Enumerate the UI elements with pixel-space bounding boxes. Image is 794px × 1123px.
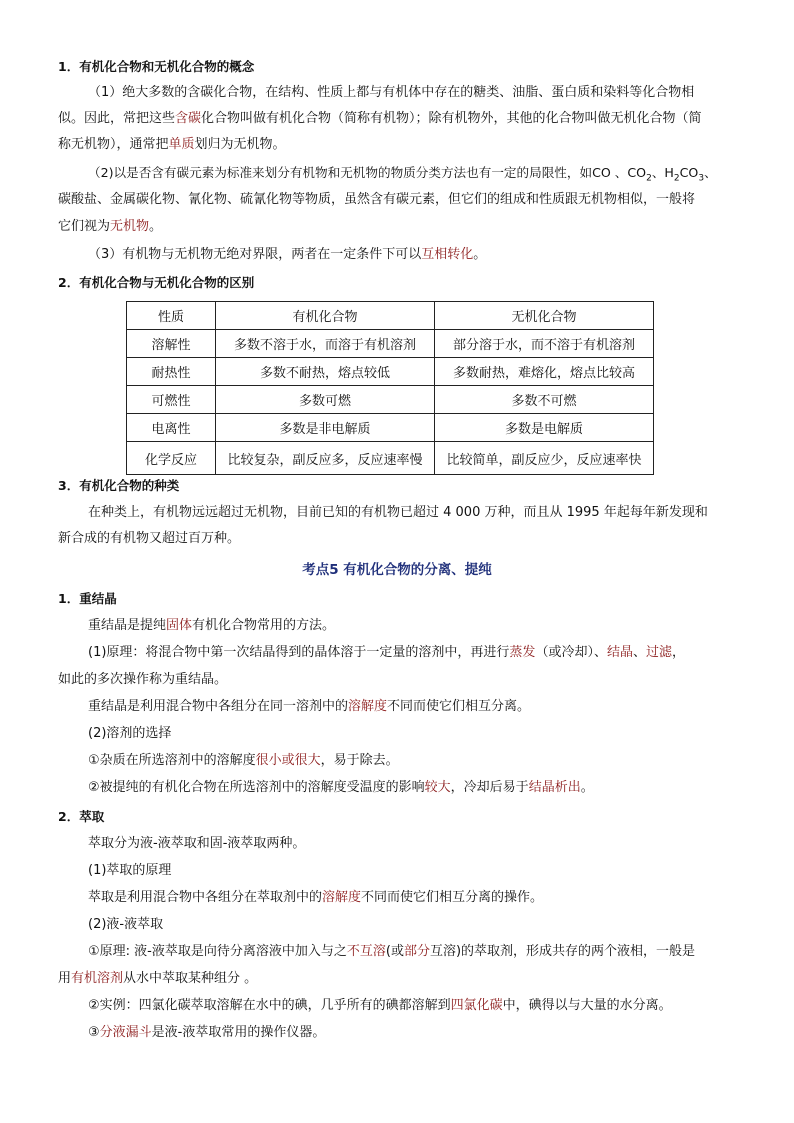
recryst-line7 [88,779,594,797]
highlight-term: 溶解度 [322,890,362,905]
kaodian-title: 考点5 有机化合物的分离、提纯 [302,562,492,578]
extract-line4 [88,916,163,934]
table-row [127,358,654,386]
text: 、 [704,165,717,180]
text: ②实例：四氯化碳萃取溶解在水中的碘，几乎所有的碘都溶解到 [88,998,451,1013]
s1-p1-line1 [88,84,694,102]
text: 它们视为 [58,219,111,234]
text: ， [672,645,686,660]
text: 。 [473,247,487,262]
text: 划归为无机物。 [194,137,286,152]
highlight-term: 有机溶剂 [71,971,124,986]
section2-heading: 2．有机化合物与无机化合物的区别 [58,275,255,290]
extract-line6 [58,970,257,988]
highlight-term: 溶解度 [348,699,388,714]
text: (2)液-液萃取 [88,917,164,932]
s1-p1-line3 [58,136,286,154]
text: 在种类上，有机物远远超过无机物，目前已知的有机物已超过 4 000 万种，而且从 1995 年起每年新发现和 [88,505,708,520]
text: 碳酸盐、金属碳化物、氰化物、硫氰化物等物质，虽然含有碳元素，但它们的组成和性质跟无机物相似，一般将 [58,192,696,207]
text: 中，碘得以与大量的水分离。 [502,998,672,1013]
table-cell: 可燃性 [127,386,216,414]
table-cell: 多数是非电解质 [216,414,435,442]
section3-heading: 3．有机化合物的种类 [58,478,180,493]
text: CO [679,165,699,180]
table-cell: 多数不可燃 [435,386,654,414]
s1-p1-line2 [58,110,702,128]
table-header-cell: 无机化合物 [435,302,654,330]
highlight-term: 结晶 [606,645,633,660]
highlight-term: 部分 [403,944,430,959]
table-row [127,442,654,475]
table-cell: 比较简单，副反应少，反应速率快 [435,442,654,475]
text: 重结晶是提纯 [88,618,167,633]
subscript: 2 [646,173,652,184]
s1-p3-line1 [88,246,486,264]
subscript: 2 [673,173,680,184]
text: 、 [632,645,646,660]
comparison-table [126,301,654,475]
table-row [127,386,654,414]
text: 化合物叫做有机化合物（简称有机物）；除有机物外，其他的化合物叫做无机化合物（简 [201,111,702,126]
text: 有机化合物常用的方法。 [192,618,336,633]
extract-line8 [88,1024,325,1042]
recryst-heading: 1．重结晶 [58,591,117,606]
extract-line2 [88,862,171,880]
table-row [127,330,654,358]
text: ①杂质在所选溶剂中的溶解度 [88,753,256,768]
highlight-term: 含碳 [175,111,202,126]
text: 。 [580,780,594,795]
highlight-term: 互相转化 [421,247,474,262]
text: 互溶)的萃取剂，形成共存的两个液相，一般是 [429,944,696,959]
recryst-line5 [88,725,171,743]
highlight-term: 蒸发 [509,645,536,660]
text: (1)原理：将混合物中第一次结晶得到的晶体溶于一定量的溶剂中，再进行 [88,645,510,660]
s1-p2-line2 [58,191,695,209]
highlight-term: 结晶析出 [528,780,581,795]
text: 不同而使它们相互分离的操作。 [361,890,544,905]
text: 似。因此，常把这些 [58,111,176,126]
text: 萃取是利用混合物中各组分在萃取剂中的 [88,890,323,905]
text: ②被提纯的有机化合物在所选溶剂中的溶解度受温度的影响 [88,780,425,795]
text: （1）绝大多数的含碳化合物，在结构、性质上都与有机体中存在的糖类、油脂、蛋白质和染料等化合物相 [88,85,695,100]
table-cell: 多数是电解质 [435,414,654,442]
text: 萃取分为液-液萃取和固-液萃取两种。 [88,836,306,851]
text: 。 [149,219,163,234]
table-header-row [127,302,654,330]
text: ③ [88,1025,100,1040]
highlight-term: 很小或很大 [255,753,321,768]
table-header-cell: 有机化合物 [216,302,435,330]
table-cell: 化学反应 [127,442,216,475]
text: (1)萃取的原理 [88,863,172,878]
extract-line3 [88,889,543,907]
highlight-term: 不互溶 [346,944,386,959]
recryst-line4 [88,698,530,716]
table-cell: 电离性 [127,414,216,442]
recryst-line6 [88,752,399,770]
highlight-term: 较大 [424,780,451,795]
highlight-term: 固体 [166,618,193,633]
table-cell: 部分溶于水，而不溶于有机溶剂 [435,330,654,358]
extract-heading: 2．萃取 [58,809,105,824]
text: ，易于除去。 [320,753,399,768]
recryst-line2 [88,644,685,662]
table-cell: 多数耐热，难熔化，熔点比较高 [435,358,654,386]
table-cell: 比较复杂，副反应多，反应速率慢 [216,442,435,475]
table-cell: 多数可燃 [216,386,435,414]
extract-line1 [88,835,305,853]
text: 称无机物），通常把 [58,137,169,152]
text: 是液-液萃取常用的操作仪器。 [151,1025,326,1040]
highlight-term: 无机物 [110,219,150,234]
table-row [127,414,654,442]
table-cell: 多数不溶于水，而溶于有机溶剂 [216,330,435,358]
text: (或 [385,944,404,959]
subscript: 3 [698,173,705,184]
table-cell: 耐热性 [127,358,216,386]
extract-line5 [88,943,695,961]
extract-line7 [88,997,672,1015]
highlight-term: 四氯化碳 [450,998,503,1013]
highlight-term: 分液漏斗 [99,1025,152,1040]
text: 用 [58,971,72,986]
table-cell: 多数不耐热，熔点较低 [216,358,435,386]
text: 从水中萃取某种组分 。 [123,971,258,986]
recryst-line3 [58,671,227,689]
highlight-term: 过滤 [645,645,672,660]
text: 重结晶是利用混合物中各组分在同一溶剂中的 [88,699,349,714]
table-cell: 溶解性 [127,330,216,358]
text: 新合成的有机物又超过百万种。 [58,531,241,546]
text: 如此的多次操作称为重结晶。 [58,672,228,687]
section1-heading: 1．有机化合物和无机化合物的概念 [58,59,255,74]
text: (2)溶剂的选择 [88,726,172,741]
text: 不同而使它们相互分离。 [387,699,531,714]
table-header-cell: 性质 [127,302,216,330]
recryst-line1 [88,617,335,635]
text: （2)以是否含有碳元素为标准来划分有机物和无机物的物质分类方法也有一定的局限性，如CO 、CO [88,165,647,180]
s3-line2 [58,530,240,548]
text: （3）有机物与无机物无绝对界限，两者在一定条件下可以 [88,247,422,262]
s3-line1 [88,504,708,522]
text: ①原理: 液-液萃取是向待分离溶液中加入与之 [88,944,347,959]
s1-p2-line1 [88,164,717,188]
s1-p2-line3 [58,218,162,236]
text: 、H [651,165,674,180]
highlight-term: 单质 [168,137,195,152]
text: （或冷却）、 [535,645,607,660]
text: ，冷却后易于 [450,780,529,795]
